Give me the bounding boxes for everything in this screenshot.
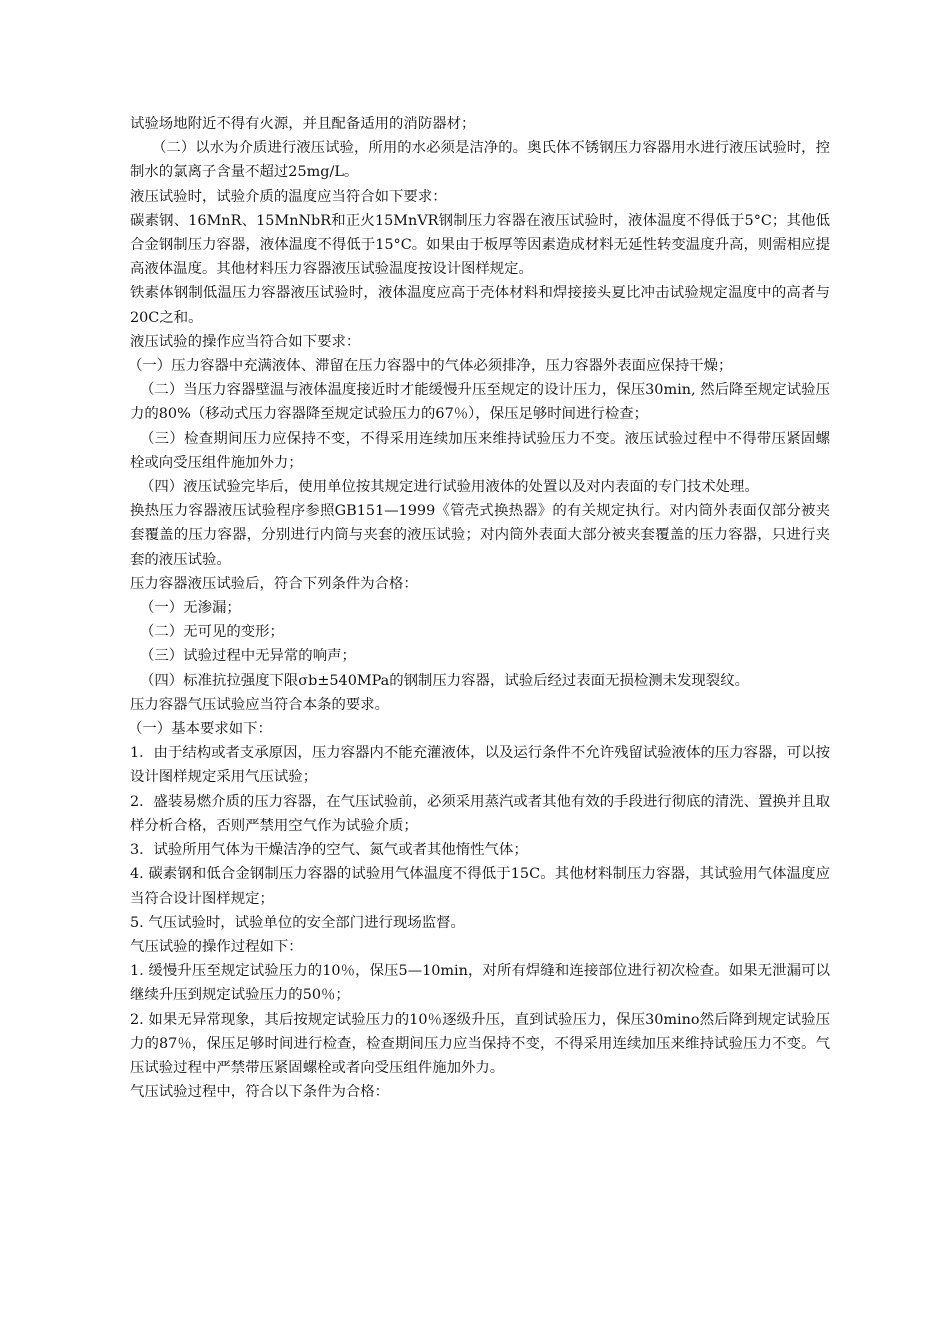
paragraph-12: 压力容器液压试验后，符合下列条件为合格：: [130, 575, 418, 592]
paragraph-2: （二）以水为介质进行液压试验，所用的水必须是洁净的。奥氏体不锈钢压力容器用水进行液压试验时，控制水的氯离子含量不超过25mg/L。: [130, 140, 830, 181]
paragraph-4: 碳素钢、16MnR、15MnNbR和正火15MnVR钢制压力容器在液压试验时，液体温度不得低于5°C；其他低合金钢制压力容器，液体温度不得低于15°C。如果由于板厚等因素造成材料无延性转变温度升高，则需相应提高液体温度。其他材料压力容器液压试验温度按设计图样规定。: [130, 212, 830, 278]
paragraph-14: （二）无可见的变形；: [140, 624, 284, 641]
paragraph-5: 铁素体钢制低温压力容器液压试验时，液体温度应高于壳体材料和焊接接头夏比冲击试验规定温度中的高者与20C之和。: [130, 285, 830, 326]
paragraph-10: （四）液压试验完毕后，使用单位按其规定进行试验用液体的处置以及对内表面的专门技术处理。: [140, 479, 759, 496]
paragraph-9: （三）检查期间压力应保持不变，不得采用连续加压来维持试验压力不变。液压试验过程中不得带压紧固螺栓或向受压组件施加外力；: [130, 430, 830, 471]
paragraph-24: 气压试验的操作过程如下：: [130, 938, 303, 955]
paragraph-25: 1. 缓慢升压至规定试验压力的10％，保压5—10min，对所有焊缝和连接部位进行初次检查。如果无泄漏可以继续升压到规定试验压力的50％；: [130, 963, 830, 1004]
paragraph-17: 压力容器气压试验应当符合本条的要求。: [130, 696, 390, 713]
paragraph-27: 气压试验过程中，符合以下条件为合格：: [130, 1084, 390, 1101]
paragraph-20: 2．盛装易燃介质的压力容器，在气压试验前，必须采用蒸汽或者其他有效的手段进行彻底的清洗、置换并且取样分析合格，否则严禁用空气作为试验介质；: [130, 793, 830, 834]
paragraph-3: 液压试验时，试验介质的温度应当符合如下要求：: [130, 188, 447, 205]
paragraph-18: （一）基本要求如下：: [128, 721, 272, 738]
paragraph-19: 1．由于结构或者支承原因，压力容器内不能充灌液体，以及运行条件不允许残留试验液体的压力容器，可以按设计图样规定采用气压试验；: [130, 745, 830, 786]
paragraph-15: （三）试验过程中无异常的响声；: [140, 648, 356, 665]
paragraph-8: （二）当压力容器壁温与液体温度接近时才能缓慢升压至规定的设计压力，保压30min, 然后降至规定试验压力的80%（移动式压力容器降至规定试验压力的67％），保压足够时间进行检查；: [130, 382, 830, 423]
paragraph-22: 4. 碳素钢和低合金钢制压力容器的试验用气体温度不得低于15C。其他材料制压力容器，其试验用气体温度应当符合设计图样规定；: [130, 866, 830, 907]
paragraph-23: 5. 气压试验时，试验单位的安全部门进行现场监督。: [130, 914, 465, 931]
paragraph-16: （四）标准抗拉强度下限σb±540MPa的钢制压力容器，试验后经过表面无损检测未发现裂纹。: [140, 672, 749, 689]
paragraph-11: 换热压力容器液压试验程序参照GB151—1999《管壳式换热器》的有关规定执行。对内筒外表面仅部分被夹套覆盖的压力容器，分别进行内筒与夹套的液压试验；对内筒外表面大部分被夹套覆盖的压力容器，只进行夹套的液压试验。: [130, 503, 830, 568]
paragraph-6: 液压试验的操作应当符合如下要求：: [130, 333, 361, 350]
paragraph-21: 3．试验所用气体为干燥洁净的空气、氮气或者其他惰性气体；: [130, 842, 528, 859]
paragraph-26: 2. 如果无异常现象，其后按规定试验压力的10％逐级升压，直到试验压力，保压30mino然后降到规定试验压力的87％，保压足够时间进行检查，检查期间压力应当保持不变，不得采用连续加压来维持试验压力不变。气压试验过程中严禁带压紧固螺栓或者向受压组件施加外力。: [130, 1011, 830, 1076]
paragraph-7: （一）压力容器中充满液体、滞留在压力容器中的气体必须排净，压力容器外表面应保持干燥；: [128, 358, 733, 375]
document-body: [130, 112, 830, 1104]
paragraph-1: 试验场地附近不得有火源，并且配备适用的消防器材；: [130, 116, 476, 132]
paragraph-13: （一）无渗漏；: [140, 600, 241, 617]
